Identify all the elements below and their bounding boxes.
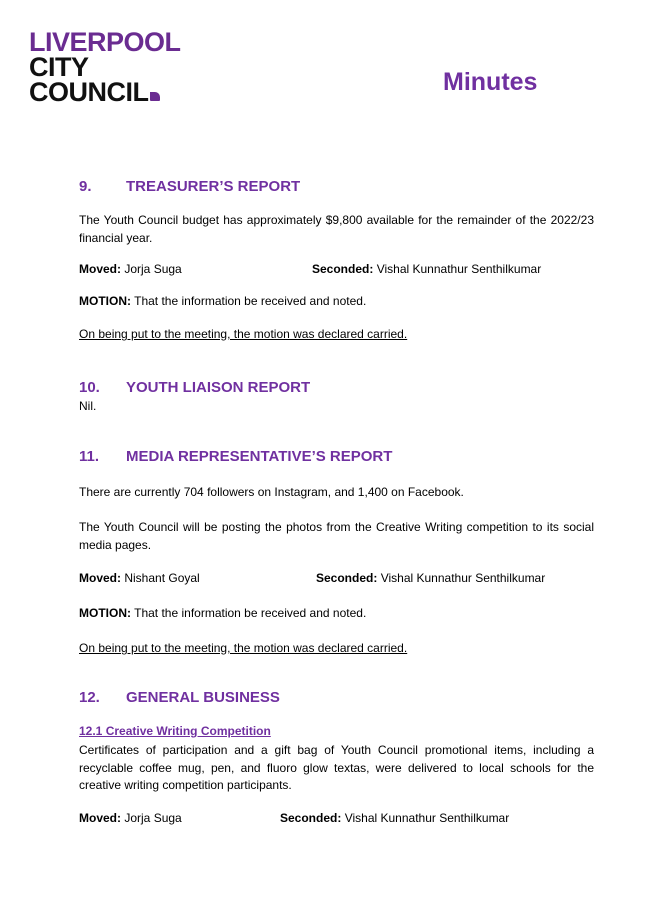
moved-label: Moved: bbox=[79, 571, 121, 585]
moved-name: Jorja Suga bbox=[124, 262, 182, 276]
logo-line-1: LIVERPOOL bbox=[29, 27, 181, 57]
section-9-result: On being put to the meeting, the motion was declared carried. bbox=[79, 327, 408, 341]
liverpool-city-council-logo bbox=[29, 27, 181, 107]
section-11-moved bbox=[79, 571, 200, 585]
section-11-motion bbox=[79, 606, 366, 620]
motion-text: That the information be received and noted. bbox=[134, 606, 367, 620]
seconded-name: Vishal Kunnathur Senthilkumar bbox=[376, 262, 542, 276]
section-12-moved bbox=[79, 811, 182, 825]
moved-name: Jorja Suga bbox=[124, 811, 182, 825]
seconded-label: Seconded: bbox=[316, 571, 378, 585]
section-9-heading bbox=[79, 178, 300, 195]
section-12-1-subheading: 12.1 Creative Writing Competition bbox=[79, 724, 271, 738]
section-9-motion bbox=[79, 294, 366, 308]
section-9-moved bbox=[79, 262, 182, 276]
logo-line-2: CITY bbox=[29, 52, 89, 82]
section-11-heading bbox=[79, 448, 392, 465]
seconded-label: Seconded: bbox=[280, 811, 342, 825]
section-9-title: TREASURER’S REPORT bbox=[126, 178, 301, 195]
section-10-body: Nil. bbox=[79, 399, 97, 413]
motion-label: MOTION: bbox=[79, 294, 131, 308]
logo-line-3 bbox=[29, 77, 181, 107]
section-11-title: MEDIA REPRESENTATIVE’S REPORT bbox=[126, 448, 393, 465]
section-10-heading bbox=[79, 379, 310, 396]
section-9-body: The Youth Council budget has approximately $9,800 available for the remainder of the 2022/23 financial year. bbox=[79, 213, 594, 245]
section-12-title: GENERAL BUSINESS bbox=[126, 689, 280, 706]
section-11-result: On being put to the meeting, the motion was declared carried. bbox=[79, 641, 408, 655]
section-10-title: YOUTH LIAISON REPORT bbox=[126, 379, 311, 396]
section-9-seconded bbox=[312, 262, 541, 276]
section-12-number: 12. bbox=[79, 689, 100, 706]
section-9-number: 9. bbox=[79, 178, 92, 195]
logo-mark-icon bbox=[150, 92, 160, 101]
document-title: Minutes bbox=[443, 68, 538, 96]
motion-label: MOTION: bbox=[79, 606, 131, 620]
seconded-name: Vishal Kunnathur Senthilkumar bbox=[380, 571, 546, 585]
moved-name: Nishant Goyal bbox=[124, 571, 200, 585]
section-11-body-1: There are currently 704 followers on Instagram, and 1,400 on Facebook. bbox=[79, 485, 464, 499]
section-11-seconded bbox=[316, 571, 545, 585]
moved-label: Moved: bbox=[79, 262, 121, 276]
moved-label: Moved: bbox=[79, 811, 121, 825]
section-11-number: 11. bbox=[79, 448, 100, 465]
seconded-name: Vishal Kunnathur Senthilkumar bbox=[344, 811, 510, 825]
section-12-heading bbox=[79, 689, 280, 706]
motion-text: That the information be received and noted. bbox=[134, 294, 367, 308]
section-10-number: 10. bbox=[79, 379, 100, 396]
logo-line-3-text: COUNCIL bbox=[29, 77, 149, 107]
section-11-body-2: The Youth Council will be posting the photos from the Creative Writing competition to its social media pages. bbox=[79, 520, 594, 552]
seconded-label: Seconded: bbox=[312, 262, 374, 276]
section-12-1-body: Certificates of participation and a gift bag of Youth Council promotional items, including a recyclable coffee mug, pen, and fluoro glow textas, were delivered to local schools for the creative writing competition participants. bbox=[79, 743, 594, 792]
section-12-seconded bbox=[280, 811, 509, 825]
